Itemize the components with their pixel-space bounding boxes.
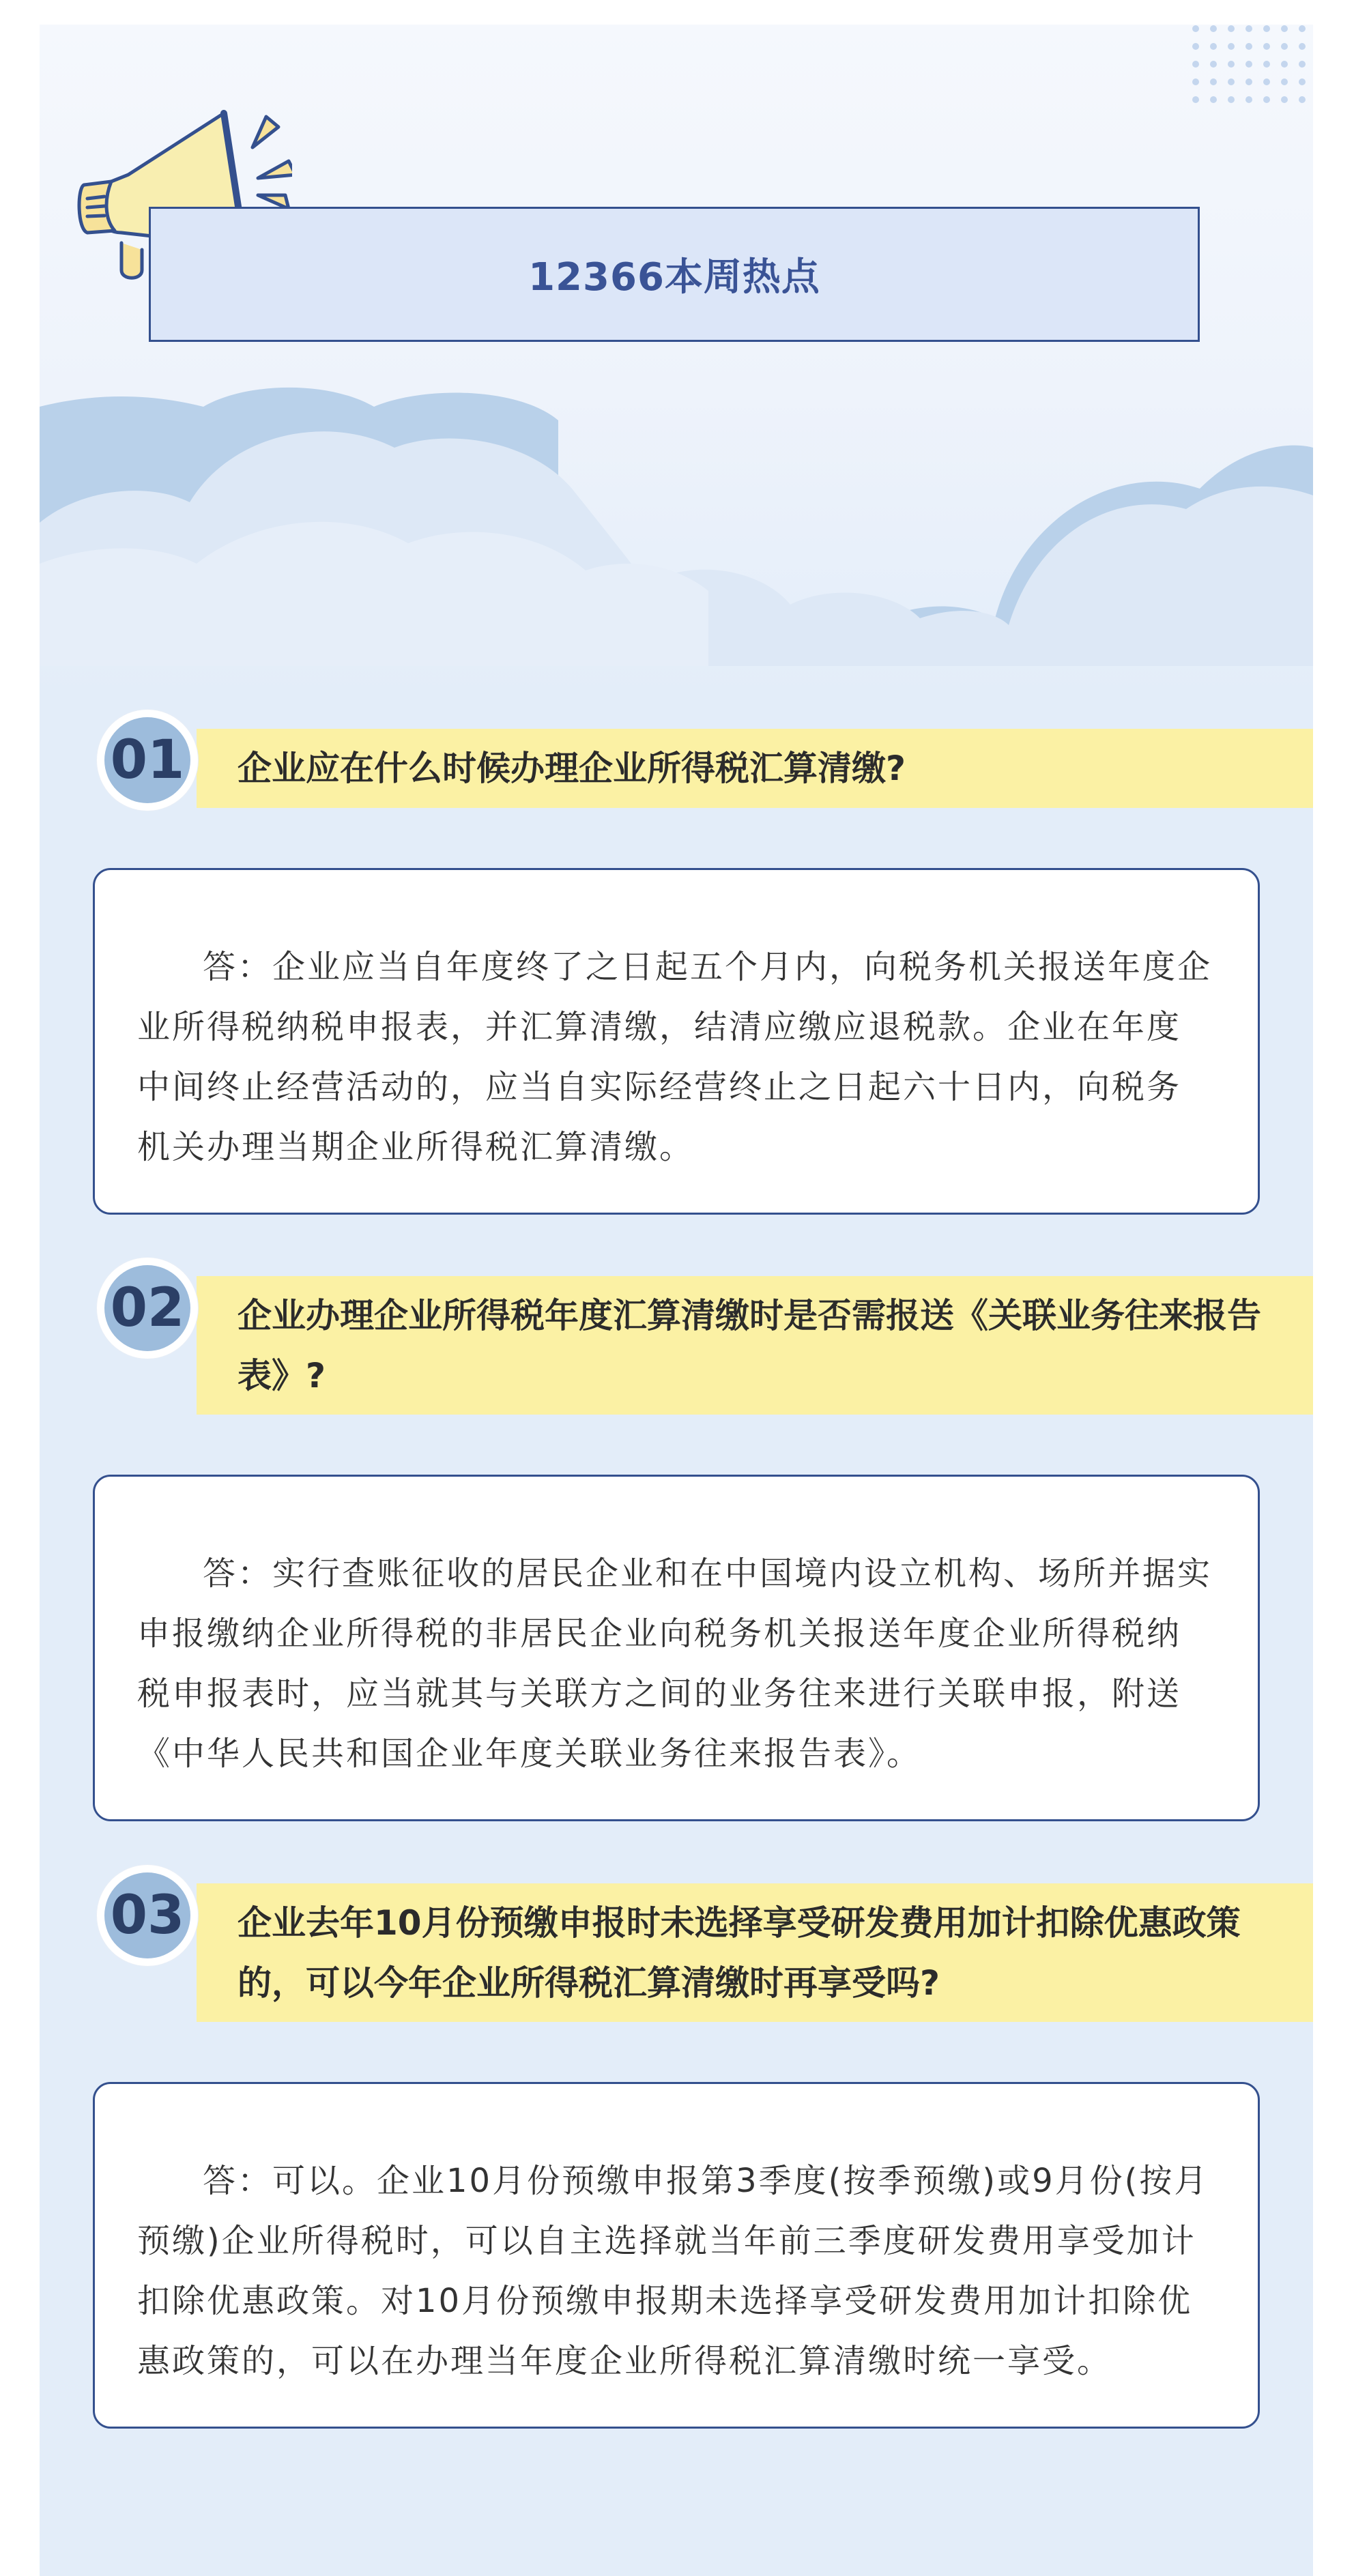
question-2: 企业办理企业所得税年度汇算清缴时是否需报送《关联业务往来报告表》? bbox=[197, 1276, 1313, 1415]
dot-grid-decoration bbox=[1186, 25, 1313, 113]
question-number: 02 bbox=[104, 1265, 190, 1351]
answer-card-3: 答：可以。企业10月份预缴申报第3季度(按季预缴)或9月份(按月预缴)企业所得税时，可以自主选择就当年前三季度研发费用享受加计扣除优惠政策。对10月份预缴申报期未选择享受研发费用加计扣除优惠政策的，可以在办理当年度企业所得税汇算清缴时统一享受。 bbox=[93, 2082, 1260, 2429]
question-1: 企业应在什么时候办理企业所得税汇算清缴? bbox=[197, 729, 1313, 808]
question-number: 03 bbox=[104, 1872, 190, 1958]
question-number-badge bbox=[97, 710, 198, 811]
answer-card-1: 答：企业应当自年度终了之日起五个月内，向税务机关报送年度企业所得税纳税申报表，并汇算清缴，结清应缴应退税款。企业在年度中间终止经营活动的，应当自实际经营终止之日起六十日内，向税务机关办理当期企业所得税汇算清缴。 bbox=[93, 868, 1260, 1215]
page-title: 12366本周热点 bbox=[149, 207, 1200, 342]
answer-card-2: 答：实行查账征收的居民企业和在中国境内设立机构、场所并据实申报缴纳企业所得税的非居民企业向税务机关报送年度企业所得税纳税申报表时，应当就其与关联方之间的业务往来进行关联申报，附送《中华人民共和国企业年度关联业务往来报告表》。 bbox=[93, 1475, 1260, 1821]
question-number: 01 bbox=[104, 717, 190, 803]
question-number-badge bbox=[97, 1865, 198, 1966]
cloud-decoration bbox=[40, 379, 1313, 666]
question-number-badge bbox=[97, 1258, 198, 1359]
question-3: 企业去年10月份预缴申报时未选择享受研发费用加计扣除优惠政策的，可以今年企业所得税汇算清缴时再享受吗? bbox=[197, 1883, 1313, 2022]
page-background bbox=[40, 25, 1313, 2576]
